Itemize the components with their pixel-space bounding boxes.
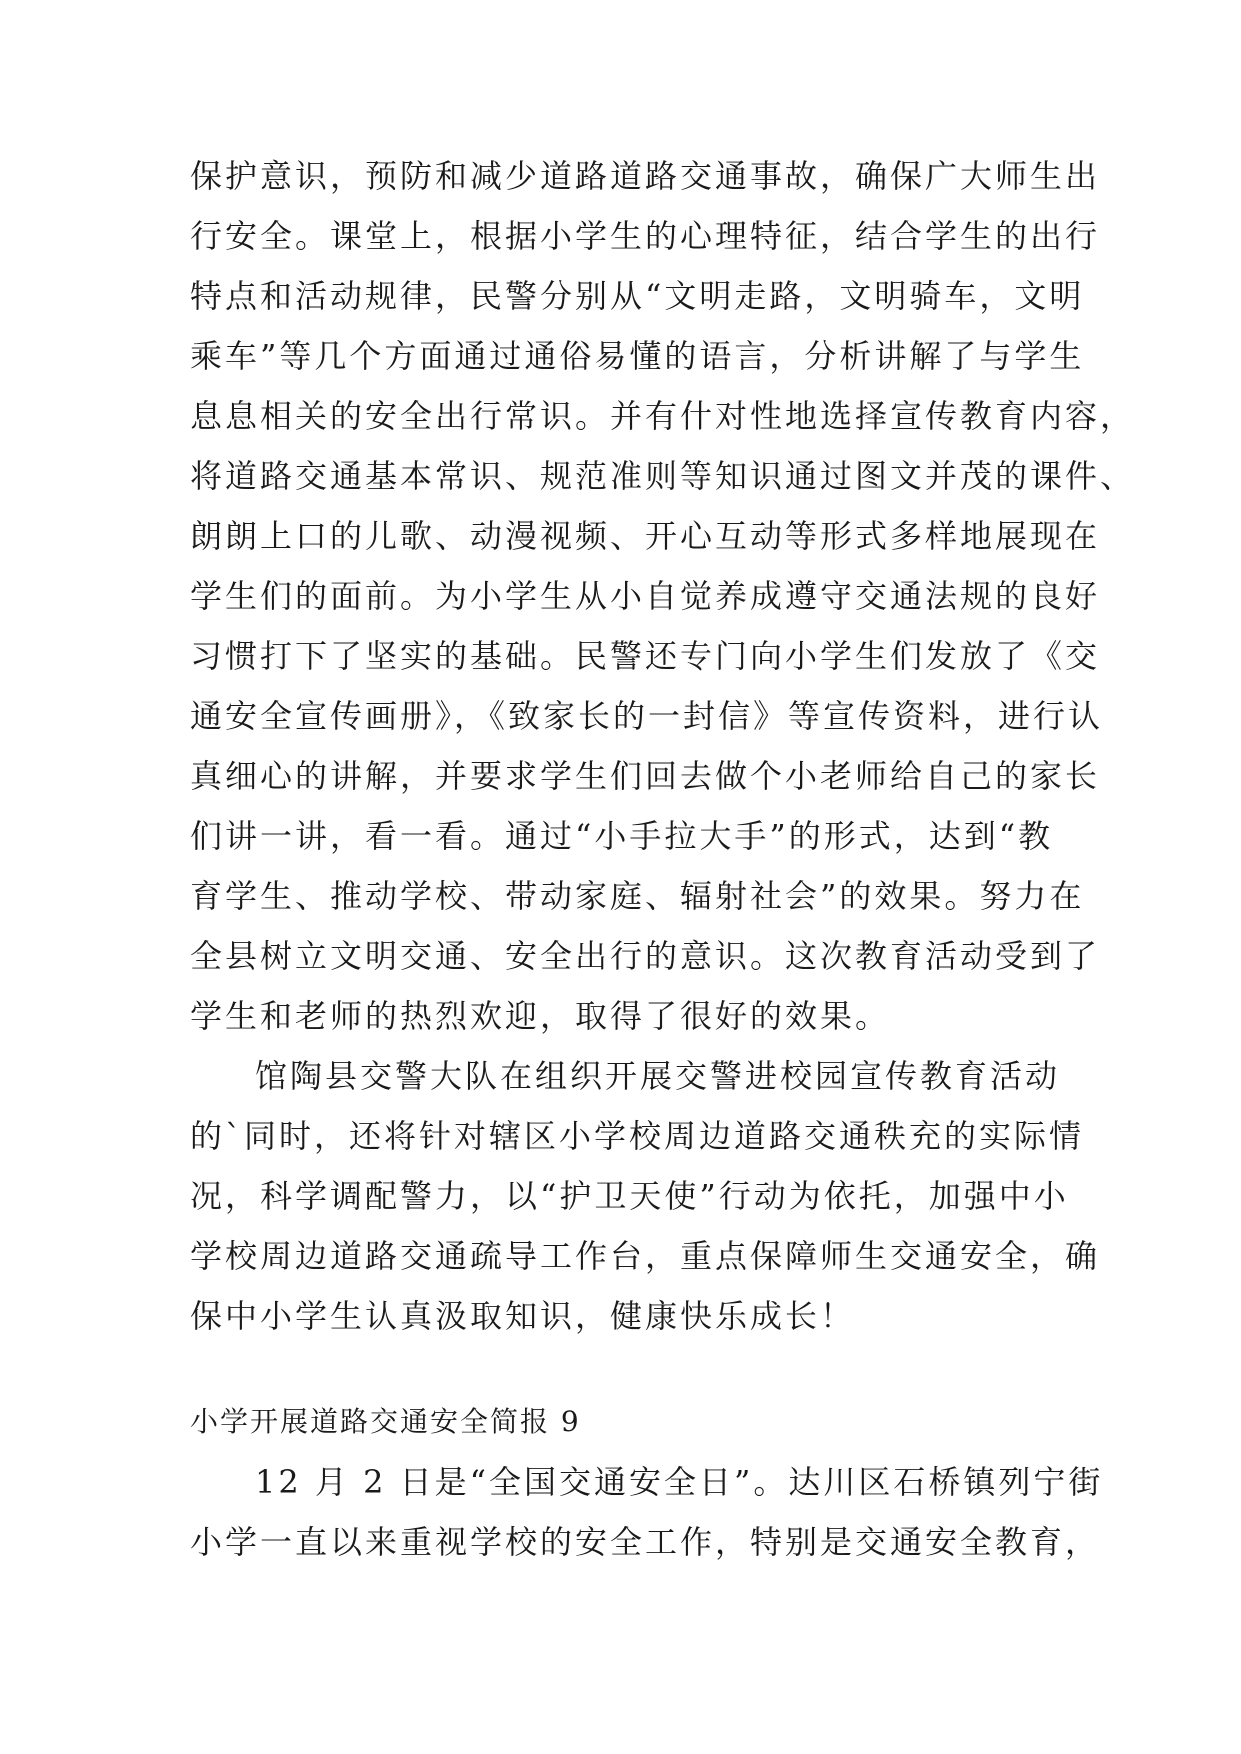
text-line: 保中小学生认真汲取知识，健康快乐成长！ xyxy=(190,1297,856,1335)
text-line: 特点和活动规律，民警分别从“文明走路，文明骑车，文明 xyxy=(190,277,1085,315)
section-heading: 小学开展道路交通安全简报 9 xyxy=(190,1405,581,1438)
text-line: 况，科学调配警力，以“护卫天使”行动为依托，加强中小 xyxy=(190,1177,1069,1215)
text-line: 们讲一讲，看一看。通过“小手拉大手”的形式，达到“教 xyxy=(190,817,1054,855)
text-line: 小学一直以来重视学校的安全工作，特别是交通安全教育， xyxy=(190,1523,1101,1561)
text-line: 乘车”等几个方面通过通俗易懂的语言，分析讲解了与学生 xyxy=(190,337,1085,375)
text-line: 馆陶县交警大队在组织开展交警进校园宣传教育活动 xyxy=(255,1057,1061,1095)
text-line: 育学生、推动学校、带动家庭、辐射社会”的效果。努力在 xyxy=(190,877,1085,915)
text-line: 学生和老师的热烈欢迎，取得了很好的效果。 xyxy=(190,997,891,1035)
text-line: 习惯打下了坚实的基础。民警还专门向小学生们发放了《交 xyxy=(190,637,1101,675)
text-line: 保护意识，预防和减少道路道路交通事故，确保广大师生出 xyxy=(190,157,1101,195)
text-line: 行安全。课堂上，根据小学生的心理特征，结合学生的出行 xyxy=(190,217,1101,255)
text-line: 学校周边道路交通疏导工作台，重点保障师生交通安全，确 xyxy=(190,1237,1101,1275)
text-line: 12 月 2 日是“全国交通安全日”。达川区石桥镇列宁街 xyxy=(255,1463,1104,1501)
text-line: 学生们的面前。为小学生从小自觉养成遵守交通法规的良好 xyxy=(190,577,1101,615)
text-line: 将道路交通基本常识、规范准则等知识通过图文并茂的课件、 xyxy=(190,457,1136,495)
text-line: 朗朗上口的儿歌、动漫视频、开心互动等形式多样地展现在 xyxy=(190,517,1101,555)
text-line: 的`同时，还将针对辖区小学校周边道路交通秩充的实际情 xyxy=(190,1117,1085,1155)
text-line: 通安全宣传画册》，《致家长的一封信》等宣传资料，进行认 xyxy=(190,697,1104,735)
text-line: 全县树立文明交通、安全出行的意识。这次教育活动受到了 xyxy=(190,937,1101,975)
text-line: 真细心的讲解，并要求学生们回去做个小老师给自己的家长 xyxy=(190,757,1101,795)
text-line: 息息相关的安全出行常识。并有什对性地选择宣传教育内容， xyxy=(190,397,1136,435)
